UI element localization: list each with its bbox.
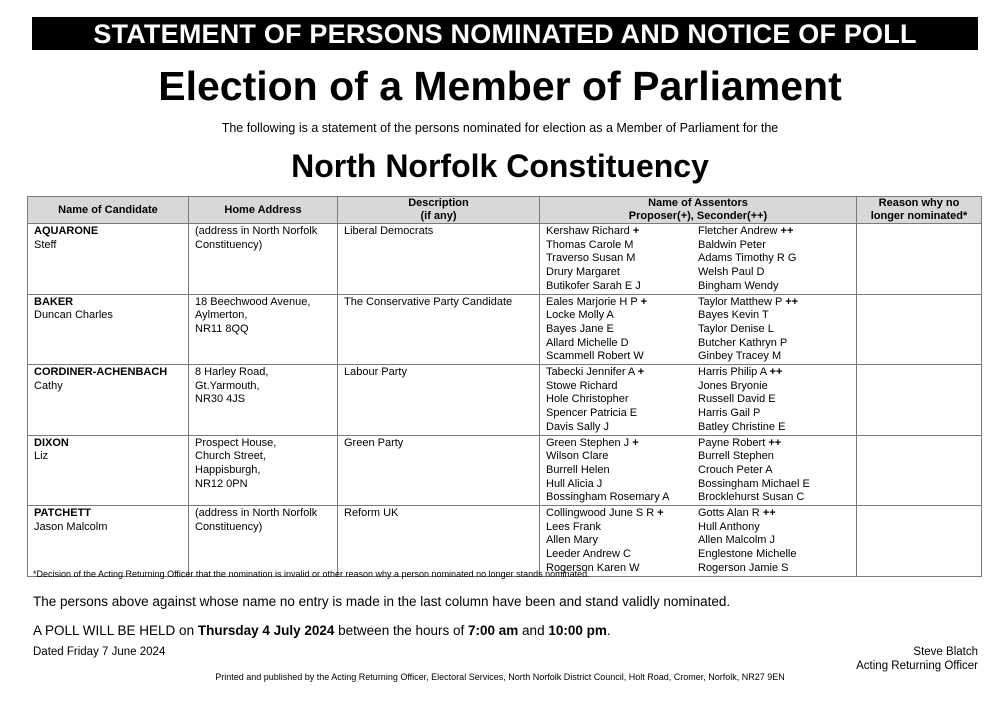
assentor-name: Allen Mary xyxy=(546,534,598,547)
assentor-name: Wilson Clare xyxy=(546,450,609,463)
assentors-cell xyxy=(540,294,857,365)
address-cell xyxy=(189,224,338,295)
assentor-name: Harris Gail P xyxy=(698,407,761,420)
assentor-name: Burrell Helen xyxy=(546,463,610,476)
assentor-name: Thomas Carole M xyxy=(546,238,634,251)
description-cell: Liberal Democrats xyxy=(338,224,540,295)
assentor-name: Ginbey Tracey M xyxy=(698,350,782,363)
candidate-cell xyxy=(28,435,189,506)
assentor-name: Rogerson Karen W xyxy=(546,561,640,574)
table-row xyxy=(28,365,982,436)
proposer-mark: + xyxy=(632,436,639,449)
assentor-name: Bossingham Michael E xyxy=(698,477,810,490)
seconder-mark: ++ xyxy=(780,225,794,237)
assentor-name: Bayes Kevin T xyxy=(698,309,769,322)
candidate-surname: PATCHETT xyxy=(34,507,92,520)
address-line: Gt.Yarmouth, xyxy=(195,379,260,392)
assentor-name: Baldwin Peter xyxy=(698,238,766,251)
assentors-cell xyxy=(540,506,857,577)
assentor-name: Bingham Wendy xyxy=(698,279,779,292)
candidate-cell xyxy=(28,506,189,577)
assentors-cell xyxy=(540,224,857,295)
candidate-cell xyxy=(28,365,189,436)
reason-cell xyxy=(857,365,982,436)
header-reason: Reason why no longer nominated* xyxy=(857,197,982,224)
assentor-name: Taylor Matthew P ++ xyxy=(698,295,799,308)
assentor-name: Butcher Kathryn P xyxy=(698,336,788,349)
assentor-name: Bossingham Rosemary A xyxy=(546,491,670,504)
address-line: (address in North Norfolk xyxy=(195,225,318,237)
address-line: Constituency) xyxy=(195,238,263,251)
assentors-cell xyxy=(540,435,857,506)
candidates-table xyxy=(27,196,982,577)
assentor-name: Bayes Jane E xyxy=(546,322,614,335)
description-cell: Green Party xyxy=(338,435,540,506)
table-header-row xyxy=(28,197,982,224)
assentor-name: Davis Sally J xyxy=(546,420,609,433)
address-cell xyxy=(189,435,338,506)
candidate-forenames: Steff xyxy=(34,238,57,251)
header-candidate: Name of Candidate xyxy=(28,197,189,224)
description-cell: The Conservative Party Candidate xyxy=(338,294,540,365)
address-line: Happisburgh, xyxy=(195,463,261,476)
officer-role: Acting Returning Officer xyxy=(856,660,978,672)
page-title: Election of a Member of Parliament xyxy=(158,63,842,109)
address-line: Prospect House, xyxy=(195,436,277,449)
assentor-name: Gotts Alan R ++ xyxy=(698,507,776,520)
validity-statement: The persons above against whose name no entry is made in the last column have been and stand validly nominated. xyxy=(33,594,731,609)
reason-cell xyxy=(857,294,982,365)
assentor-name: Hull Anthony xyxy=(698,520,760,533)
address-line: Church Street, xyxy=(195,450,266,463)
header-address: Home Address xyxy=(189,197,338,224)
poll-date: Thursday 4 July 2024 xyxy=(197,623,335,638)
assentors-left-column xyxy=(546,366,698,435)
reason-cell xyxy=(857,506,982,577)
officer-name: Steve Blatch xyxy=(913,646,978,658)
header-assentors: Name of Assentors Proposer(+), Seconder(++) xyxy=(540,197,857,224)
assentors-right-column xyxy=(698,366,850,435)
candidate-forenames: Duncan Charles xyxy=(34,309,113,322)
assentor-name: Scammell Robert W xyxy=(546,350,644,363)
table-row xyxy=(28,224,982,295)
candidate-cell xyxy=(28,294,189,365)
seconder-mark: ++ xyxy=(785,295,799,308)
footnote: *Decision of the Acting Returning Officer that the nomination is invalid or other reason why a person nominated no longer stands nominated. xyxy=(33,569,590,579)
assentor-name: Allen Malcolm J xyxy=(698,534,776,547)
candidate-cell xyxy=(28,224,189,295)
table-row xyxy=(28,435,982,506)
reason-cell xyxy=(857,224,982,295)
seconder-mark: ++ xyxy=(762,507,776,520)
address-line: 18 Beechwood Avenue, xyxy=(195,295,311,308)
candidate-surname: DIXON xyxy=(34,436,69,449)
assentor-name: Rogerson Jamie S xyxy=(698,561,789,574)
assentors-cell xyxy=(540,365,857,436)
assentors-left-column xyxy=(546,225,698,294)
description-cell: Labour Party xyxy=(338,365,540,436)
assentor-name: Welsh Paul D xyxy=(698,266,765,279)
address-cell xyxy=(189,506,338,577)
assentor-name: Brocklehurst Susan C xyxy=(698,491,805,504)
assentor-name: Traverso Susan M xyxy=(546,252,636,265)
assentor-name: Spencer Patricia E xyxy=(546,407,638,420)
assentors-right-column xyxy=(698,437,850,506)
assentor-name: Burrell Stephen xyxy=(698,450,774,463)
proposer-mark: + xyxy=(637,366,645,379)
assentor-name: Butikofer Sarah E J xyxy=(546,279,641,292)
assentor-name: Green Stephen J + xyxy=(546,436,639,449)
assentor-name: Kershaw Richard + xyxy=(546,225,640,237)
assentor-name: Harris Philip A ++ xyxy=(698,366,783,379)
assentor-name: Batley Christine E xyxy=(698,420,786,433)
dated-line: Dated Friday 7 June 2024 xyxy=(33,646,166,658)
assentor-name: Crouch Peter A xyxy=(698,463,773,476)
address-line: NR11 8QQ xyxy=(195,322,249,335)
proposer-mark: + xyxy=(657,507,664,520)
assentor-name: Allard Michelle D xyxy=(546,336,629,349)
candidate-surname: BAKER xyxy=(34,295,74,308)
imprint: Printed and published by the Acting Returning Officer, Electoral Services, North Norfolk District Council, Holt Road, Cromer, Norfolk, NR27 9EN xyxy=(215,672,785,682)
candidate-forenames: Cathy xyxy=(34,379,63,392)
intro-text: The following is a statement of the persons nominated for election as a Member of Parliament for the xyxy=(221,121,779,135)
assentor-name: Hole Christopher xyxy=(546,393,629,406)
table-row xyxy=(28,294,982,365)
assentor-name: Jones Bryonie xyxy=(698,379,768,392)
address-line: Constituency) xyxy=(195,520,263,533)
address-line: (address in North Norfolk xyxy=(195,507,318,520)
assentors-right-column xyxy=(698,296,850,365)
header-description: Description (if any) xyxy=(338,197,540,224)
assentor-name: Stowe Richard xyxy=(546,379,618,392)
assentor-name: Russell David E xyxy=(698,393,776,406)
address-line: 8 Harley Road, xyxy=(195,366,269,379)
address-cell xyxy=(189,294,338,365)
assentor-name: Locke Molly A xyxy=(546,309,614,322)
address-cell xyxy=(189,365,338,436)
poll-notice: A POLL WILL BE HELD on Thursday 4 July 2024 between the hours of 7:00 am and 10:00 pm. xyxy=(33,623,611,638)
assentors-left-column xyxy=(546,437,698,506)
assentor-name: Drury Margaret xyxy=(546,266,620,279)
assentor-name: Leeder Andrew C xyxy=(546,548,631,561)
assentor-name: Lees Frank xyxy=(546,520,602,533)
address-line: NR30 4JS xyxy=(195,393,246,406)
assentor-name: Hull Alicia J xyxy=(546,477,603,490)
assentor-name: Eales Marjorie H P + xyxy=(546,295,647,308)
address-line: NR12 0PN xyxy=(195,477,248,490)
poll-start-time: 7:00 am xyxy=(468,623,519,638)
assentor-name: Fletcher Andrew ++ xyxy=(698,225,794,237)
candidate-forenames: Liz xyxy=(34,450,49,463)
assentor-name: Englestone Michelle xyxy=(698,548,797,561)
constituency-heading: North Norfolk Constituency xyxy=(291,148,709,184)
table-row xyxy=(28,506,982,577)
candidate-surname: CORDINER-ACHENBACH xyxy=(34,366,168,379)
seconder-mark: ++ xyxy=(768,436,782,449)
address-line: Aylmerton, xyxy=(195,309,248,322)
assentors-right-column xyxy=(698,225,850,294)
description-cell: Reform UK xyxy=(338,506,540,577)
officer-signature xyxy=(856,645,978,673)
assentor-name: Adams Timothy R G xyxy=(698,252,797,265)
proposer-mark: + xyxy=(640,295,647,308)
assentors-left-column xyxy=(546,296,698,365)
candidate-forenames: Jason Malcolm xyxy=(34,520,108,533)
proposer-mark: + xyxy=(632,225,640,237)
assentor-name: Tabecki Jennifer A + xyxy=(546,366,645,379)
document-banner: STATEMENT OF PERSONS NOMINATED AND NOTICE OF POLL xyxy=(32,17,978,50)
assentors-right-column xyxy=(698,507,850,576)
seconder-mark: ++ xyxy=(769,366,783,379)
reason-cell xyxy=(857,435,982,506)
poll-end-time: 10:00 pm xyxy=(548,623,607,638)
assentors-left-column xyxy=(546,507,698,576)
candidate-surname: AQUARONE xyxy=(34,225,99,237)
assentor-name: Taylor Denise L xyxy=(698,322,774,335)
assentor-name: Collingwood June S R + xyxy=(546,507,664,520)
assentor-name: Payne Robert ++ xyxy=(698,436,782,449)
